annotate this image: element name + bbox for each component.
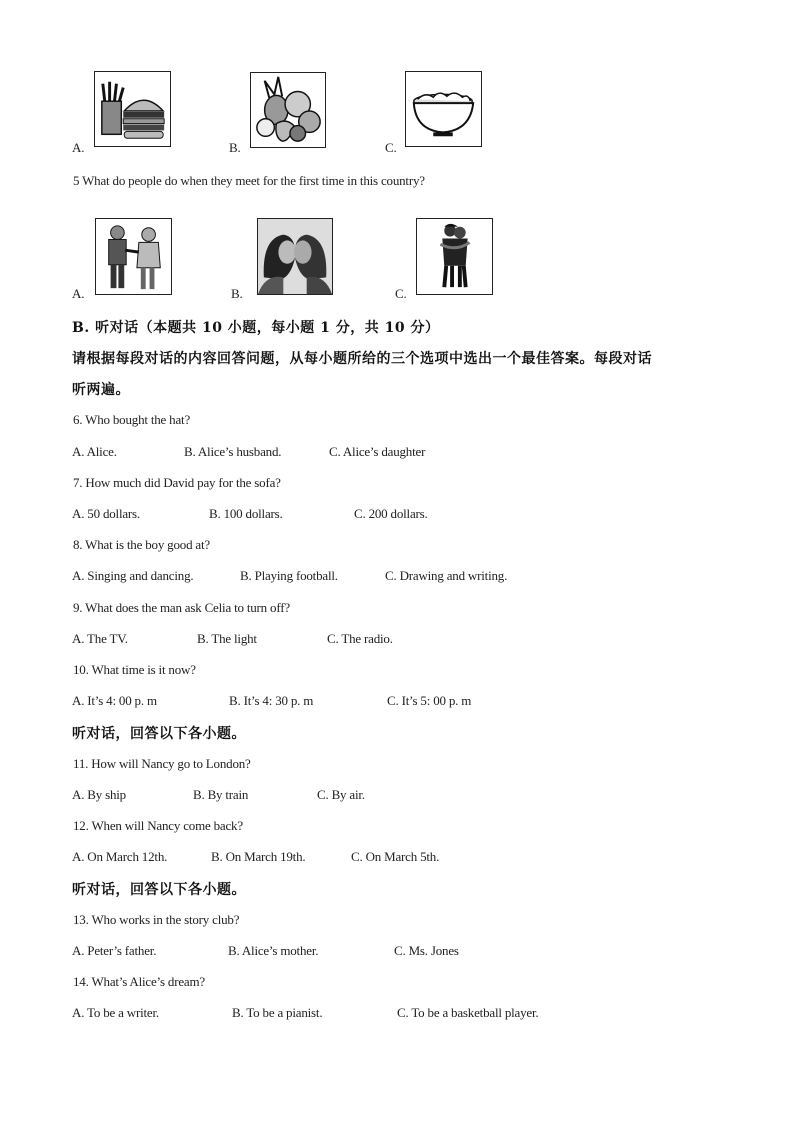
q6-question: 6. Who bought the hat? [73, 412, 191, 427]
fruits-image [250, 72, 326, 148]
q7-option-b[interactable]: B. 100 dollars. [209, 506, 283, 521]
q6-option-a[interactable]: A. Alice. [72, 444, 117, 459]
dialogue-heading-2: 听对话，回答以下各小题。 [72, 882, 246, 898]
q13-option-b[interactable]: B. Alice’s mother. [228, 943, 319, 958]
q4-option-c-label: C. [385, 140, 397, 155]
section-b-title: B. 听对话（本题共 10 小题，每小题 1 分，共 10 分） [72, 320, 440, 336]
q11-question: 11. How will Nancy go to London? [73, 756, 251, 771]
q7-option-a[interactable]: A. 50 dollars. [72, 506, 140, 521]
q9-question: 9. What does the man ask Celia to turn off? [73, 600, 290, 615]
dialogue-heading-1: 听对话，回答以下各小题。 [72, 726, 246, 742]
rice-bowl-icon [406, 72, 481, 146]
q14-option-a[interactable]: A. To be a writer. [72, 1005, 159, 1020]
q7-option-c[interactable]: C. 200 dollars. [354, 506, 428, 521]
fries-burger-icon [95, 72, 170, 146]
q12-option-c[interactable]: C. On March 5th. [351, 849, 440, 864]
section-b-instruction-line2: 听两遍。 [72, 382, 130, 398]
q6-option-b[interactable]: B. Alice’s husband. [184, 444, 282, 459]
q9-option-a[interactable]: A. The TV. [72, 631, 128, 646]
q11-option-c[interactable]: C. By air. [317, 787, 365, 802]
handshake-icon [96, 219, 171, 294]
q5-option-b-label: B. [231, 286, 243, 301]
q10-option-a[interactable]: A. It’s 4: 00 p. m [72, 693, 157, 708]
q13-question: 13. Who works in the story club? [73, 912, 240, 927]
q13-option-c[interactable]: C. Ms. Jones [394, 943, 459, 958]
q12-option-a[interactable]: A. On March 12th. [72, 849, 168, 864]
q6-option-c[interactable]: C. Alice’s daughter [329, 444, 426, 459]
fastfood-image [94, 71, 171, 147]
q8-question: 8. What is the boy good at? [73, 537, 210, 552]
q8-option-b[interactable]: B. Playing football. [240, 568, 338, 583]
q10-question: 10. What time is it now? [73, 662, 196, 677]
q8-option-a[interactable]: A. Singing and dancing. [72, 568, 194, 583]
q5-option-c-label: C. [395, 286, 407, 301]
q12-option-b[interactable]: B. On March 19th. [211, 849, 306, 864]
kiss-greeting-icon [258, 219, 332, 294]
q12-question: 12. When will Nancy come back? [73, 818, 243, 833]
q14-question: 14. What’s Alice’s dream? [73, 974, 205, 989]
q4-option-b-label: B. [229, 140, 241, 155]
fruits-icon [251, 73, 325, 147]
q7-question: 7. How much did David pay for the sofa? [73, 475, 281, 490]
q9-option-c[interactable]: C. The radio. [327, 631, 393, 646]
q8-option-c[interactable]: C. Drawing and writing. [385, 568, 508, 583]
q9-option-b[interactable]: B. The light [197, 631, 257, 646]
q13-option-a[interactable]: A. Peter’s father. [72, 943, 157, 958]
kiss-greeting-image [257, 218, 333, 295]
hug-image [416, 218, 493, 295]
q14-option-b[interactable]: B. To be a pianist. [232, 1005, 323, 1020]
q5-question: 5 What do people do when they meet for the first time in this country? [73, 173, 425, 188]
q11-option-b[interactable]: B. By train [193, 787, 249, 802]
handshake-image [95, 218, 172, 295]
q11-option-a[interactable]: A. By ship [72, 787, 126, 802]
q4-option-a-label: A. [72, 140, 85, 155]
q10-option-b[interactable]: B. It’s 4: 30 p. m [229, 693, 314, 708]
q10-option-c[interactable]: C. It’s 5: 00 p. m [387, 693, 472, 708]
q14-option-c[interactable]: C. To be a basketball player. [397, 1005, 539, 1020]
rice-bowl-image [405, 71, 482, 147]
hug-icon [417, 219, 492, 294]
q5-option-a-label: A. [72, 286, 85, 301]
section-b-instruction-line1: 请根据每段对话的内容回答问题，从每小题所给的三个选项中选出一个最佳答案。每段对话 [72, 351, 652, 367]
